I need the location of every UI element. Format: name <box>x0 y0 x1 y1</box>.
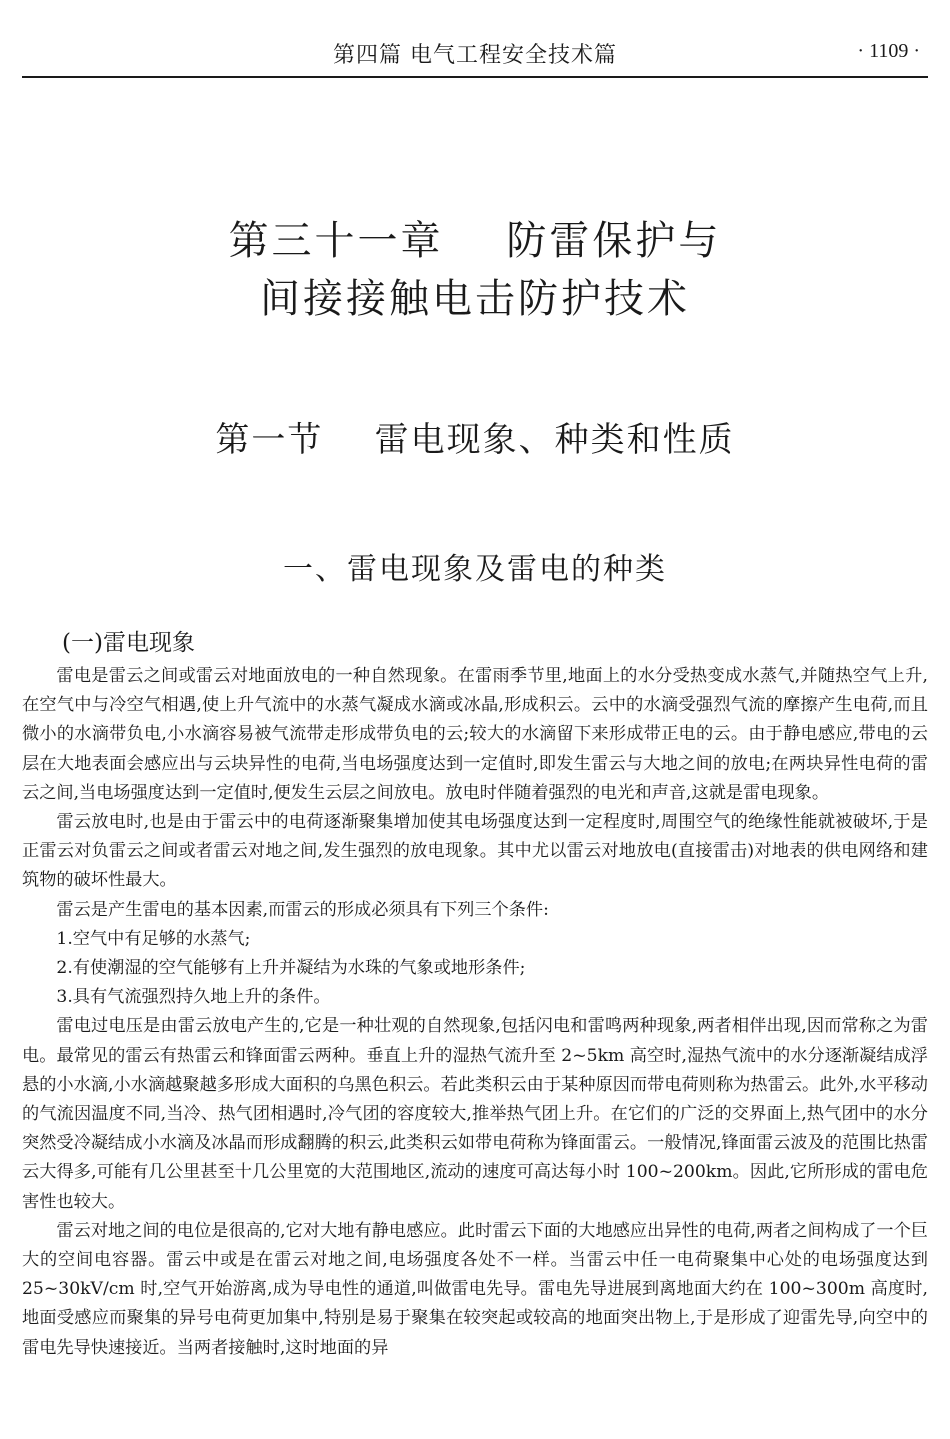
running-head <box>22 32 928 78</box>
paragraph: 雷电过电压是由雷云放电产生的,它是一种壮观的自然现象,包括闪电和雷鸣两种现象,两者相伴出现,因而常称之为雷电。最常见的雷云有热雷云和锋面雷云两种。垂直上升的湿热气流升至 2~5km 高空时,湿热气流中的水分逐渐凝结成浮悬的小水滴,小水滴越聚越多形成大面积的乌黑色积云。若此类积云由于某种原因而带电荷则称为热雷云。此外,水平移动的气流因温度不同,当冷、热气团相遇时,冷气团的容度较大,推举热气团上升。在它们的广泛的交界面上,热气团中的水分突然受冷凝结成小水滴及冰晶而形成翻腾的积云,此类积云如带电荷称为锋面雷云。一般情况,锋面雷云波及的范围比热雷云大得多,可能有几公里甚至十几公里宽的大范围地区,流动的速度可高达每小时 100~200km。因此,它所形成的雷电危害性也较大。 <box>22 1016 928 1212</box>
chapter-title-line-1: 第三十一章 防雷保护与 <box>228 218 722 264</box>
list-item: 3.具有气流强烈持久地上升的条件。 <box>56 987 331 1008</box>
paragraph: 雷云对地之间的电位是很高的,它对大地有静电感应。此时雷云下面的大地感应出异性的电荷,两者之间构成了一个巨大的空间电容器。雷云中或是在雷云对地之间,电场强度各处不一样。当雷云中任一电荷聚集中心处的电场强度达到 25~30kV/cm 时,空气开始游离,成为导电性的通道,叫做雷电先导。雷电先导进展到离地面大约在 100~300m 高度时,地面受感应而聚集的异号电荷更加集中,特别是易于聚集在较突起或较高的地面突出物上,于是形成了迎雷先导,向空中的雷电先导快速接近。当两者接触时,这时地面的异 <box>22 1220 928 1358</box>
body-text <box>22 662 928 1363</box>
chapter-title-line-2: 间接接触电击防护技术 <box>260 276 690 322</box>
paragraph: 雷电是雷云之间或雷云对地面放电的一种自然现象。在雷雨季节里,地面上的水分受热变成水蒸气,并随热空气上升,在空气中与冷空气相遇,使上升气流中的水蒸气凝成水滴或冰晶,形成积云。云中的水滴受强烈气流的摩擦产生电荷,而且微小的水滴带负电,小水滴容易被气流带走形成带负电的云;较大的水滴留下来形成带正电的云。由于静电感应,带电的云层在大地表面会感应出与云块异性的电荷,当电场强度达到一定值时,即发生雷云与大地之间的放电;在两块异性电荷的雷云之间,当电场强度达到一定值时,便发生云层之间放电。放电时伴随着强烈的电光和声音,这就是雷电现象。 <box>22 666 928 803</box>
section-title: 第一节 雷电现象、种类和性质 <box>215 420 735 460</box>
page-number: · 1109 · <box>857 40 920 62</box>
list-item: 2.有使潮湿的空气能够有上升并凝结为水珠的气象或地形条件; <box>56 958 526 979</box>
subheading: (一)雷电现象 <box>62 630 195 656</box>
list-item: 1.空气中有足够的水蒸气; <box>56 928 251 949</box>
paragraph: 雷云是产生雷电的基本因素,而雷云的形成必须具有下列三个条件: <box>56 899 549 920</box>
part-title: 第四篇 电气工程安全技术篇 <box>333 43 617 68</box>
chapter-title <box>0 212 950 328</box>
subsection-title: 一、雷电现象及雷电的种类 <box>283 552 667 587</box>
paragraph: 雷云放电时,也是由于雷云中的电荷逐渐聚集增加使其电场强度达到一定程度时,周围空气的绝缘性能就被破坏,于是正雷云对负雷云之间或者雷云对地之间,发生强烈的放电现象。其中尤以雷云对地放电(直接雷击)对地表的供电网络和建筑物的破坏性最大。 <box>22 812 928 891</box>
